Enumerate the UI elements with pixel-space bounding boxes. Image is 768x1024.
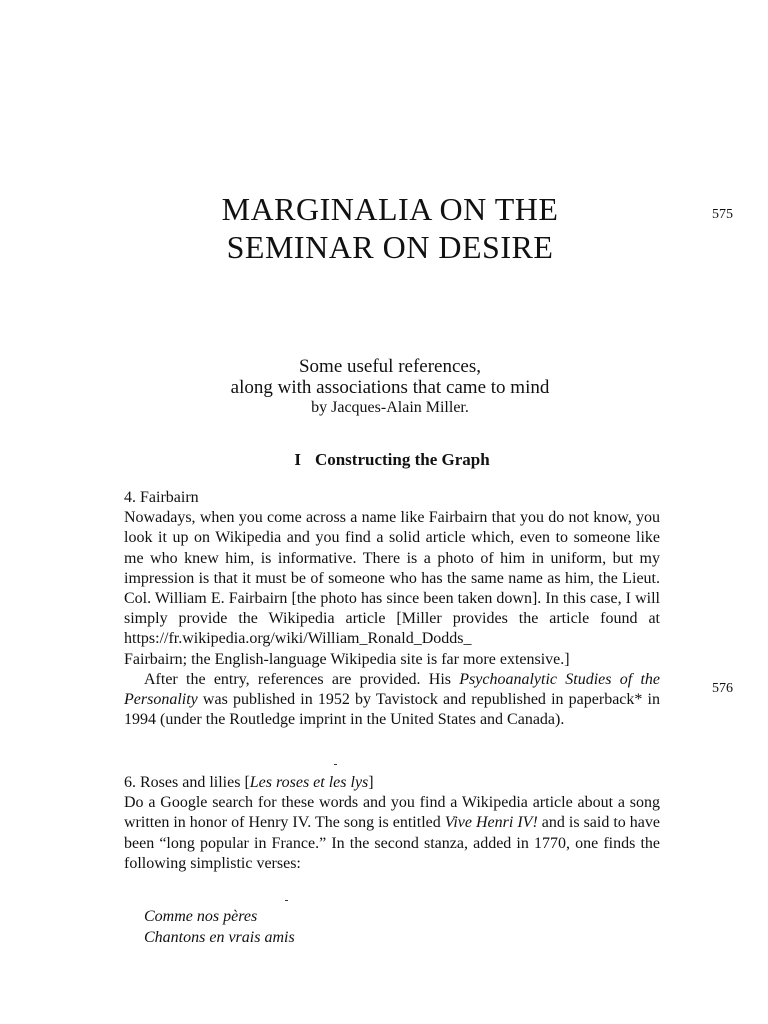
- entry-paragraph: [124, 508, 660, 649]
- section-heading: [150, 450, 634, 470]
- entry-paragraph: [124, 670, 660, 731]
- entry-heading: [124, 773, 660, 793]
- song-title: Vive Henri IV!: [444, 814, 538, 832]
- book-title: Psychoanalytic Studies of the Personality: [124, 670, 660, 709]
- entry-heading: 4. Fairbairn: [124, 489, 199, 506]
- print-speck: [334, 764, 337, 765]
- heading-text: ]: [368, 774, 374, 791]
- paragraph-text: Do a Google search for these words and you find a Wikipedia article about a song written in honor of Henry IV. The song is entitled: [124, 794, 660, 832]
- section-title: Constructing the Graph: [314, 450, 490, 469]
- entry-fairbairn: [124, 488, 660, 730]
- author-line: by Jacques-Alain Miller.: [311, 399, 469, 416]
- subtitle-line-1: Some useful references,: [298, 356, 481, 377]
- subtitle: [150, 356, 630, 418]
- verse-quote: [144, 906, 295, 948]
- paragraph-text: After the entry, references are provided. His: [144, 670, 460, 688]
- print-speck: [285, 900, 288, 901]
- title-line-2: SEMINAR ON DESIRE: [226, 229, 554, 265]
- entry-paragraph-continued: [124, 650, 660, 670]
- chapter-title: [150, 190, 630, 266]
- section-number: I: [294, 450, 301, 469]
- subtitle-line-2: along with associations that came to mind: [230, 377, 550, 398]
- verse-line-2: Chantons en vrais amis: [144, 929, 295, 946]
- heading-italic: Les roses et les lys: [249, 774, 369, 791]
- title-line-1: MARGINALIA ON THE: [221, 191, 559, 227]
- entry-paragraph: [124, 793, 660, 874]
- verse-line-1: Comme nos pères: [144, 908, 258, 925]
- margin-page-number: 576: [712, 681, 733, 696]
- paragraph-text: Nowadays, when you come across a name like Fairbairn that you do not know, you look it up on Wikipedia and you find a solid article which, even to someone like me who knew him, is informative. There is a photo of him in uniform, but my impression is that it must be of someone who has the same name as him, the Lieut. Col. William E. Fairbairn [the photo has since been taken down]. In this case, I will simply provide the Wikipedia article [Miller provides the article found at https://fr.wikipedia.org/wiki/William_Ronald_Dodds_: [124, 509, 660, 648]
- heading-text: 6. Roses and lilies [: [124, 774, 250, 791]
- paragraph-text: Fairbairn; the English-language Wikipedia site is far more extensive.]: [124, 650, 570, 668]
- paragraph-text: and is said to have been “long popular in France.” In the second stanza, added in 1770, one finds the following simplistic verses:: [124, 814, 661, 872]
- entry-roses-and-lilies: [124, 773, 660, 874]
- paragraph-text: was published in 1952 by Tavistock and republished in paperback* in 1994 (under the Routledge imprint in the United States and Canada).: [124, 691, 660, 729]
- margin-page-number: 575: [712, 207, 733, 222]
